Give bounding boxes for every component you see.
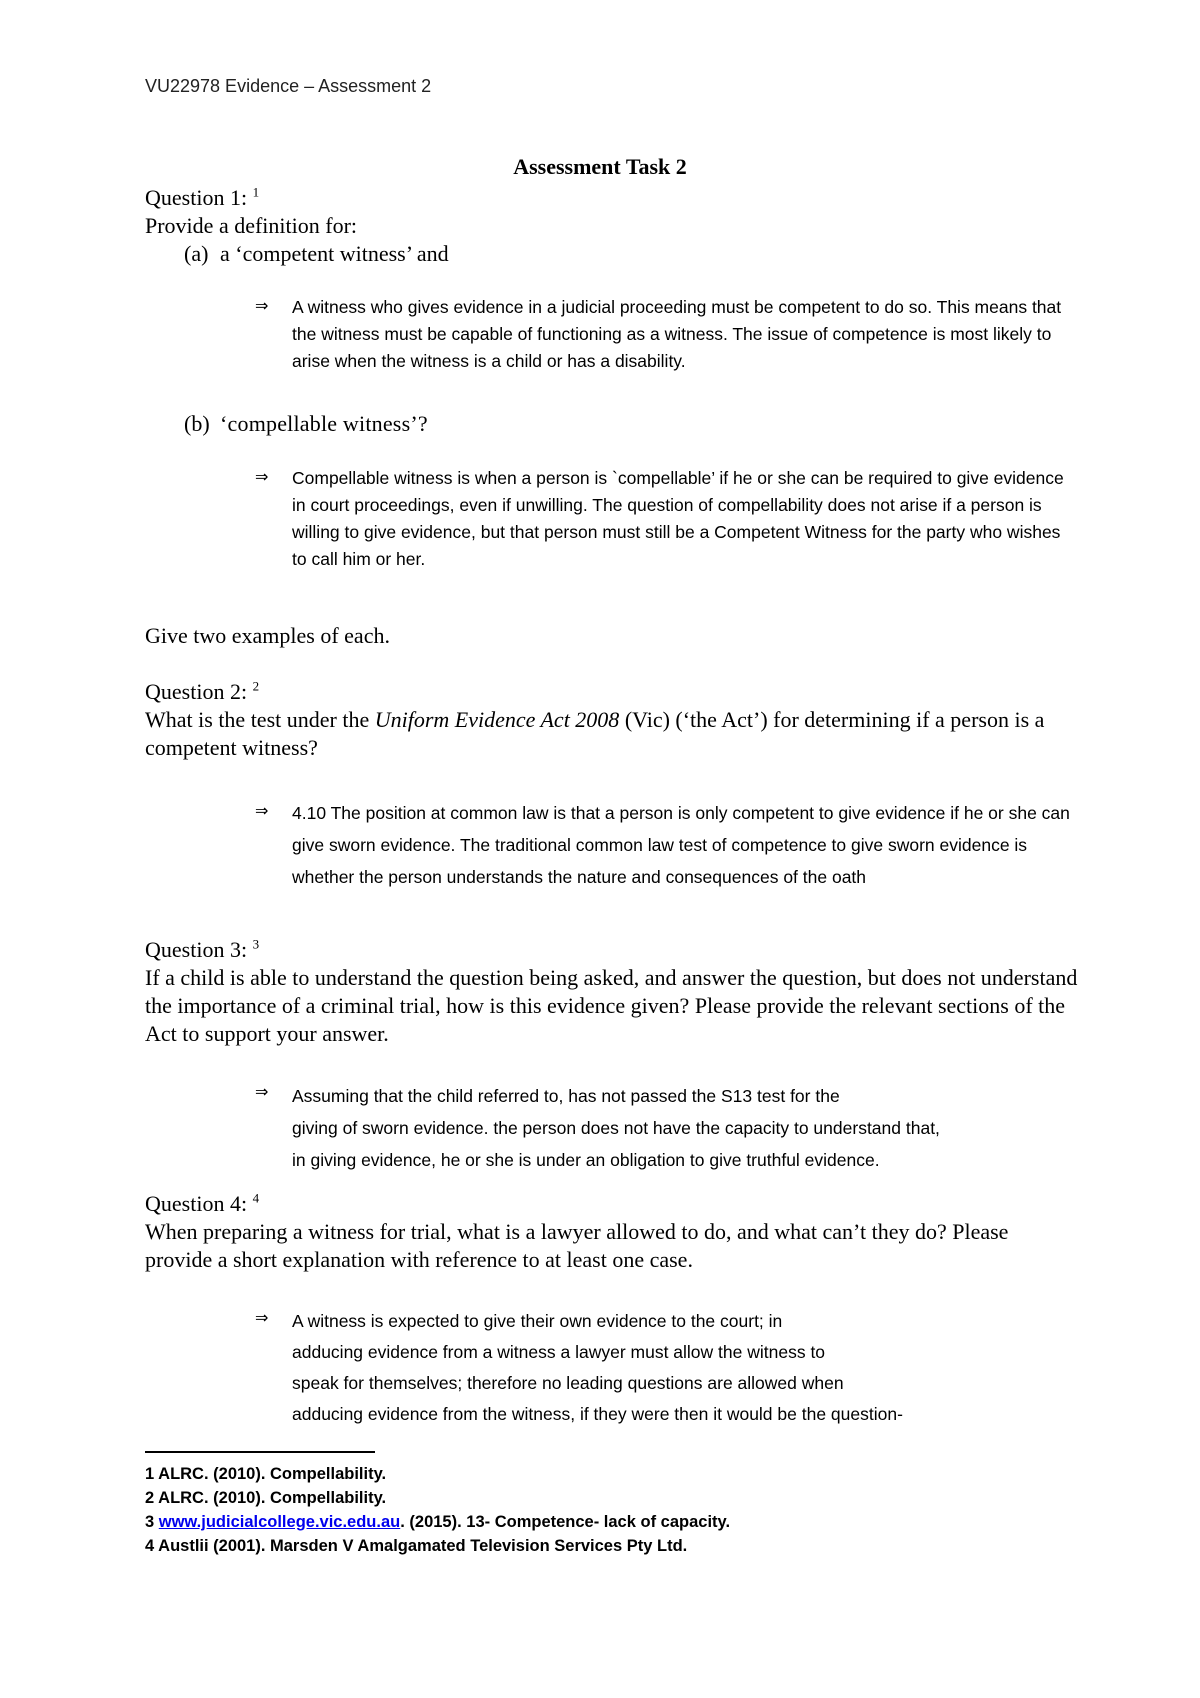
q1-b-answer: Compellable witness is when a person is `compellable’ if he or she can be required to give evidence in court proceedings, even if unwilling. The question of compellability does not arise if a person is willing to give evidence, but that person must still be a Competent Witness for the party who wishes to call him or her.	[292, 468, 1064, 569]
arrow-icon: ⇒	[255, 467, 269, 486]
question-2-prompt: What is the test under the Uniform Evidence Act 2008 (Vic) (‘the Act’) for determining if a person is a competent witness?	[145, 707, 1045, 760]
q1-a-answer: A witness who gives evidence in a judicial proceeding must be competent to do so. This means that the witness must be capable of functioning as a witness. The issue of competence is most likely to arise when the witness is a child or has a disability.	[292, 297, 1062, 371]
q4-answer	[292, 1306, 1082, 1430]
page-header: VU22978 Evidence – Assessment 2	[145, 76, 432, 96]
footnote-ref-3[interactable]: 3	[252, 936, 260, 952]
footnote-ref-4[interactable]: 4	[252, 1190, 260, 1206]
question-2-label: Question 2:	[145, 679, 253, 704]
footnote-3: 3 www.judicialcollege.vic.edu.au. (2015). 13- Competence- lack of capacity.	[145, 1513, 731, 1531]
question-4	[145, 1190, 1065, 1274]
q4-answer-line: adducing evidence from a witness a lawyer must allow the witness to	[292, 1342, 826, 1362]
question-1-label: Question 1:	[145, 185, 253, 210]
q1-examples: Give two examples of each.	[145, 623, 390, 648]
question-3	[145, 936, 1080, 1048]
question-1-prompt: Provide a definition for:	[145, 213, 358, 238]
q4-answer-line: A witness is expected to give their own evidence to the court; in	[292, 1311, 783, 1331]
q3-answer-line: giving of sworn evidence. the person does not have the capacity to understand that,	[292, 1118, 940, 1138]
q4-answer-line: speak for themselves; therefore no leading questions are allowed when	[292, 1373, 844, 1393]
q3-answer	[292, 1080, 1082, 1176]
footnote-divider	[145, 1451, 375, 1453]
act-title: Uniform Evidence Act 2008	[374, 707, 620, 732]
question-4-prompt: When preparing a witness for trial, what is a lawyer allowed to do, and what can’t they do? Please provide a short explanation with reference to at least one case.	[145, 1219, 1009, 1272]
question-1	[145, 184, 1075, 240]
q2-answer: 4.10 The position at common law is that a person is only competent to give evidence if he or she can give sworn evidence. The traditional common law test of competence to give sworn evidence is whether the person understands the nature and consequences of the oath	[292, 803, 1070, 887]
footnote-ref-1[interactable]: 1	[252, 184, 260, 200]
footnote-4: 4 Austlii (2001). Marsden V Amalgamated Television Services Pty Ltd.	[145, 1537, 688, 1555]
q3-answer-line: in giving evidence, he or she is under an obligation to give truthful evidence.	[292, 1150, 880, 1170]
q4-answer-line: adducing evidence from the witness, if they were then it would be the question-	[292, 1404, 903, 1424]
arrow-icon: ⇒	[255, 296, 269, 315]
q1-b-text: ‘compellable witness’?	[220, 411, 428, 436]
q1-a-text: a ‘competent witness’ and	[220, 241, 449, 266]
page-title: Assessment Task 2	[513, 154, 687, 179]
q3-answer-line: Assuming that the child referred to, has not passed the S13 test for the	[292, 1086, 840, 1106]
arrow-icon: ⇒	[255, 1082, 269, 1101]
question-3-label: Question 3:	[145, 937, 253, 962]
question-3-prompt: If a child is able to understand the question being asked, and answer the question, but does not understand the importance of a criminal trial, how is this evidence given? Please provide the relevant sections of the Act to support your answer.	[145, 965, 1078, 1046]
q1-a-marker: (a)	[184, 241, 209, 266]
arrow-icon: ⇒	[255, 801, 269, 820]
q1-b-marker: (b)	[184, 411, 210, 436]
footnote-3-link[interactable]: www.judicialcollege.vic.edu.au	[158, 1513, 401, 1531]
footnote-2: 2 ALRC. (2010). Compellability.	[145, 1489, 387, 1507]
question-2	[145, 678, 1060, 762]
question-4-label: Question 4:	[145, 1191, 253, 1216]
arrow-icon: ⇒	[255, 1308, 269, 1327]
footnote-ref-2[interactable]: 2	[252, 678, 260, 694]
footnote-1: 1 ALRC. (2010). Compellability.	[145, 1465, 387, 1483]
